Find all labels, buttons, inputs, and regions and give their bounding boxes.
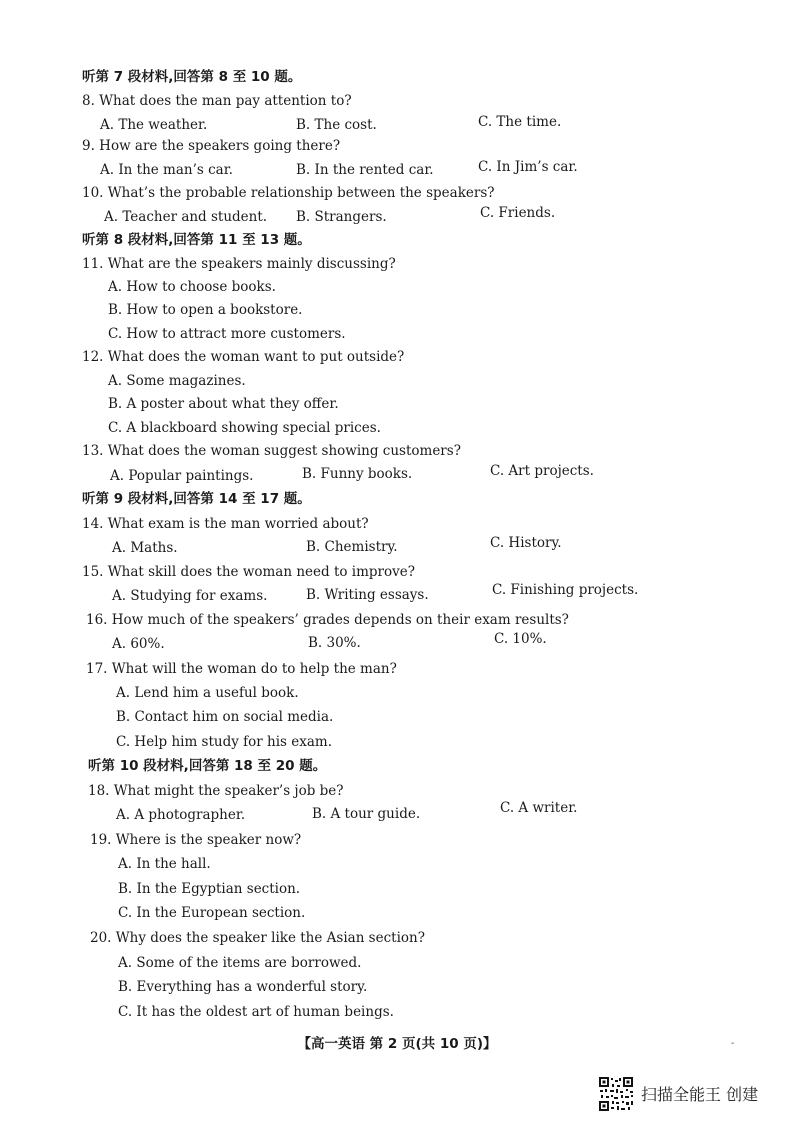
question-19-option-c: C. In the European section. <box>118 905 306 921</box>
question-19-stem: 19. Where is the speaker now? <box>90 832 302 848</box>
question-8-option-c: C. The time. <box>478 114 562 130</box>
question-8-stem: 8. What does the man pay attention to? <box>82 93 352 109</box>
qr-code-icon <box>598 1076 634 1112</box>
question-10-stem: 10. What’s the probable relationship between the speakers? <box>82 185 495 201</box>
question-10-option-c: C. Friends. <box>480 205 556 221</box>
question-17-stem: 17. What will the woman do to help the man? <box>86 661 397 677</box>
question-18-option-c: C. A writer. <box>500 800 578 816</box>
question-20-stem: 20. Why does the speaker like the Asian section? <box>90 930 425 946</box>
section-heading-10: 听第 10 段材料,回答第 18 至 20 题。 <box>88 758 327 774</box>
question-11-option-b: B. How to open a bookstore. <box>108 302 303 318</box>
question-9-option-c: C. In Jim’s car. <box>478 159 578 175</box>
page-mark: - <box>731 1038 735 1049</box>
question-14-option-c: C. History. <box>490 535 562 551</box>
question-15-option-a: A. Studying for exams. <box>112 588 268 604</box>
question-9-option-a: A. In the man’s car. <box>100 162 233 178</box>
question-17-option-b: B. Contact him on social media. <box>116 709 334 725</box>
question-20-option-c: C. It has the oldest art of human beings. <box>118 1004 394 1020</box>
question-9-option-b: B. In the rented car. <box>296 162 434 178</box>
question-12-stem: 12. What does the woman want to put outside? <box>82 349 405 365</box>
question-16-option-b: B. 30%. <box>308 635 361 651</box>
section-heading-9: 听第 9 段材料,回答第 14 至 17 题。 <box>82 491 311 507</box>
question-14-stem: 14. What exam is the man worried about? <box>82 516 369 532</box>
section-heading-8: 听第 8 段材料,回答第 11 至 13 题。 <box>82 232 311 248</box>
question-11-option-c: C. How to attract more customers. <box>108 326 346 342</box>
question-16-option-c: C. 10%. <box>494 631 547 647</box>
question-14-option-b: B. Chemistry. <box>306 539 398 555</box>
question-16-option-a: A. 60%. <box>112 636 165 652</box>
scanner-watermark: 扫描全能王 创建 <box>641 1085 759 1104</box>
question-12-option-c: C. A blackboard showing special prices. <box>108 420 381 436</box>
question-18-option-b: B. A tour guide. <box>312 806 421 822</box>
question-13-option-b: B. Funny books. <box>302 466 413 482</box>
question-13-stem: 13. What does the woman suggest showing customers? <box>82 443 461 459</box>
question-18-stem: 18. What might the speaker’s job be? <box>88 783 344 799</box>
question-13-option-a: A. Popular paintings. <box>110 468 254 484</box>
question-16-stem: 16. How much of the speakers’ grades depends on their exam results? <box>86 612 569 628</box>
question-12-option-a: A. Some magazines. <box>108 373 246 389</box>
question-18-option-a: A. A photographer. <box>116 807 246 823</box>
question-11-stem: 11. What are the speakers mainly discussing? <box>82 256 396 272</box>
question-15-stem: 15. What skill does the woman need to improve? <box>82 564 415 580</box>
question-14-option-a: A. Maths. <box>112 540 178 556</box>
section-heading-7: 听第 7 段材料,回答第 8 至 10 题。 <box>82 69 302 85</box>
question-11-option-a: A. How to choose books. <box>108 279 276 295</box>
question-8-option-b: B. The cost. <box>296 117 377 133</box>
question-17-option-a: A. Lend him a useful book. <box>116 685 299 701</box>
question-10-option-a: A. Teacher and student. <box>104 209 268 225</box>
question-8-option-a: A. The weather. <box>100 117 208 133</box>
question-19-option-b: B. In the Egyptian section. <box>118 881 301 897</box>
question-19-option-a: A. In the hall. <box>118 856 211 872</box>
question-17-option-c: C. Help him study for his exam. <box>116 734 332 750</box>
page-footer: 【高一英语 第 2 页(共 10 页)】 <box>297 1036 497 1052</box>
question-10-option-b: B. Strangers. <box>296 209 387 225</box>
question-15-option-c: C. Finishing projects. <box>492 582 639 598</box>
question-12-option-b: B. A poster about what they offer. <box>108 396 339 412</box>
question-20-option-b: B. Everything has a wonderful story. <box>118 979 368 995</box>
question-9-stem: 9. How are the speakers going there? <box>82 138 341 154</box>
question-13-option-c: C. Art projects. <box>490 463 594 479</box>
question-15-option-b: B. Writing essays. <box>306 587 429 603</box>
question-20-option-a: A. Some of the items are borrowed. <box>118 955 362 971</box>
